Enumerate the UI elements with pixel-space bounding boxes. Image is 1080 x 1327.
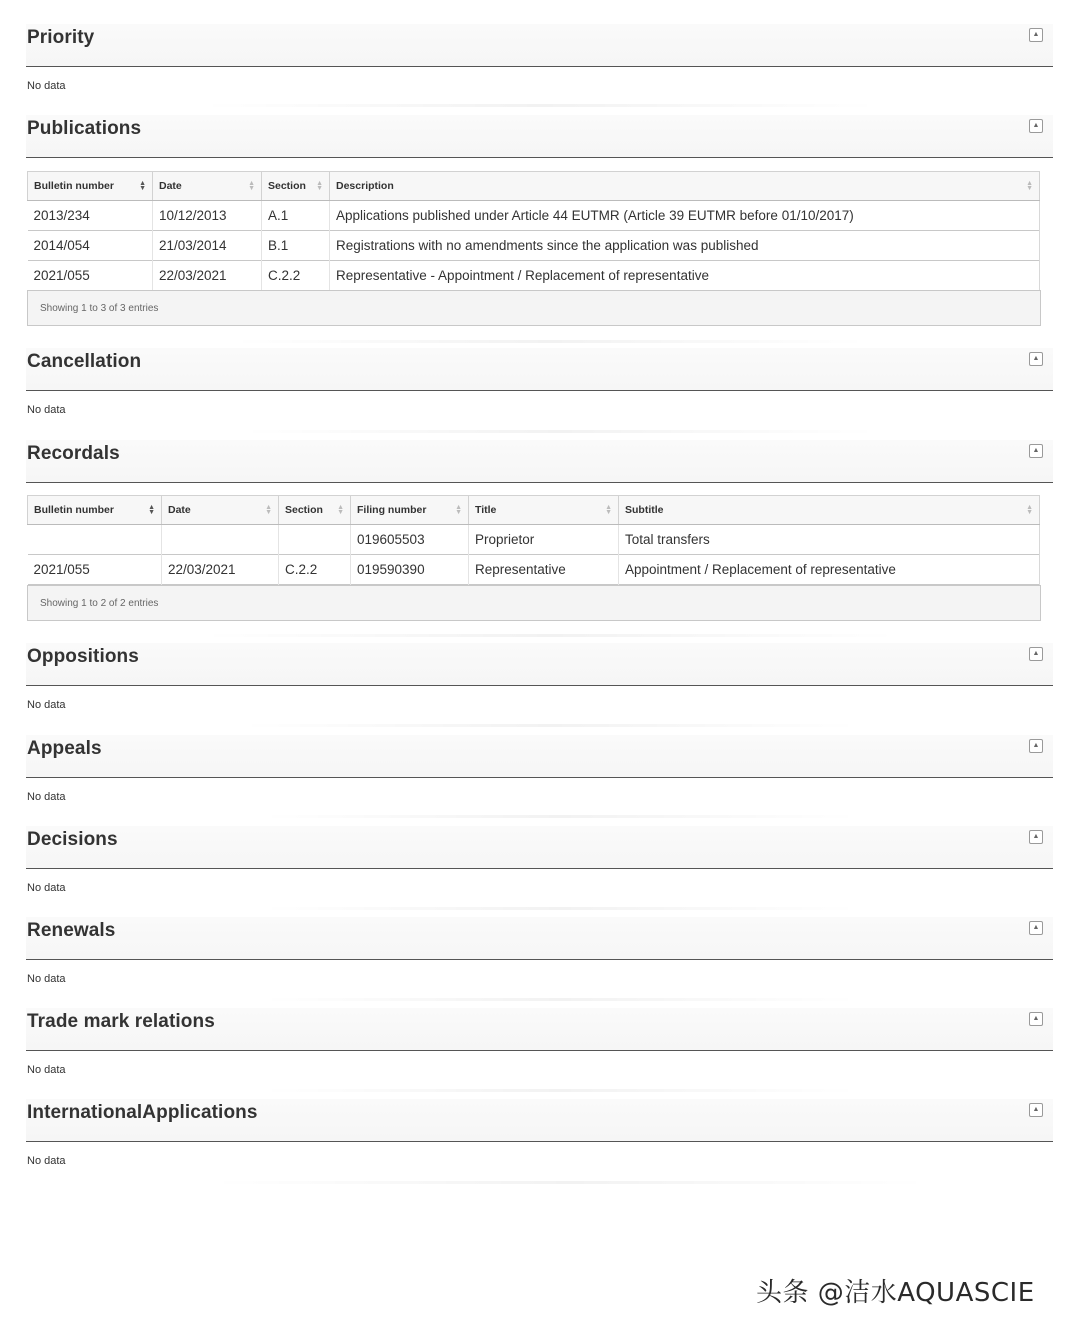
table-info: Showing 1 to 2 of 2 entries — [27, 585, 1041, 621]
sort-icon: ▲ ▼ — [1026, 180, 1033, 192]
divider — [230, 340, 870, 343]
collapse-icon[interactable]: ▲ — [1029, 119, 1043, 133]
divider — [200, 634, 900, 637]
section-oppositions — [26, 643, 1053, 711]
divider — [240, 724, 860, 727]
table-cell — [162, 525, 279, 555]
section-header[interactable] — [26, 440, 1053, 483]
section-trade-mark-relations — [26, 1008, 1053, 1076]
collapse-icon[interactable]: ▲ — [1029, 1012, 1043, 1026]
table-cell: Proprietor — [469, 525, 619, 555]
section-recordals — [26, 440, 1053, 609]
no-data-text: No data — [27, 699, 66, 711]
no-data-text: No data — [27, 973, 66, 985]
table-cell: Representative - Appointment / Replacement of representative — [330, 261, 1040, 291]
divider — [260, 1089, 860, 1092]
collapse-icon[interactable]: ▲ — [1029, 921, 1043, 935]
column-header[interactable] — [469, 496, 619, 525]
divider — [210, 1181, 930, 1184]
column-label: Bulletin number — [34, 180, 114, 192]
section-header[interactable] — [26, 917, 1053, 960]
no-data-text: No data — [27, 791, 66, 803]
section-header[interactable] — [26, 348, 1053, 391]
column-label: Date — [168, 504, 191, 516]
no-data-text: No data — [27, 80, 66, 92]
table-cell: 2013/234 — [33, 208, 90, 223]
section-priority — [26, 24, 1053, 92]
table-row — [28, 555, 1040, 585]
sort-icon: ▲ ▼ — [148, 504, 155, 516]
table-cell: 10/12/2013 — [153, 201, 262, 231]
section-cancellation — [26, 348, 1053, 416]
section-title: Decisions — [27, 829, 118, 850]
column-header[interactable] — [262, 172, 330, 201]
table-cell: 019605503 — [351, 525, 469, 555]
table-cell: Applications published under Article 44 EUTMR (Article 39 EUTMR before 01/10/2017) — [330, 201, 1040, 231]
recordals-table — [27, 495, 1040, 585]
table-cell: 2014/054 — [33, 238, 90, 253]
table-row — [28, 231, 1040, 261]
table-cell: Registrations with no amendments since the application was published — [330, 231, 1040, 261]
section-decisions — [26, 826, 1053, 894]
sort-icon: ▲ ▼ — [455, 504, 462, 516]
section-header[interactable] — [26, 115, 1053, 158]
section-title: Priority — [27, 27, 95, 48]
divider — [240, 430, 880, 433]
table-cell: C.2.2 — [279, 555, 351, 585]
section-header[interactable] — [26, 1099, 1053, 1142]
sort-icon: ▲ ▼ — [248, 180, 255, 192]
section-header[interactable] — [26, 643, 1053, 686]
sort-icon: ▲ ▼ — [316, 180, 323, 192]
sort-icon: ▲ ▼ — [337, 504, 344, 516]
section-title: Publications — [27, 118, 142, 139]
collapse-icon[interactable]: ▲ — [1029, 352, 1043, 366]
column-label: Date — [159, 180, 182, 192]
column-header[interactable] — [330, 172, 1040, 201]
sort-icon: ▲ ▼ — [1026, 504, 1033, 516]
section-title: InternationalApplications — [27, 1102, 258, 1123]
divider — [260, 907, 860, 910]
section-title: Appeals — [27, 738, 102, 759]
publications-table — [27, 171, 1040, 291]
collapse-icon[interactable]: ▲ — [1029, 830, 1043, 844]
sort-icon: ▲ ▼ — [139, 180, 146, 192]
column-header[interactable] — [279, 496, 351, 525]
section-publications — [26, 115, 1053, 314]
table-row — [28, 261, 1040, 291]
section-title: Oppositions — [27, 646, 139, 667]
collapse-icon[interactable]: ▲ — [1029, 444, 1043, 458]
section-title: Renewals — [27, 920, 116, 941]
watermark-text: 头条 @洁水AQUASCIE — [756, 1278, 1035, 1308]
table-cell: A.1 — [262, 201, 330, 231]
section-title: Recordals — [27, 443, 120, 464]
table-row — [28, 525, 1040, 555]
section-renewals — [26, 917, 1053, 985]
column-label: Description — [336, 180, 394, 192]
collapse-icon[interactable]: ▲ — [1029, 647, 1043, 661]
column-label: Filing number — [357, 504, 427, 516]
column-header[interactable] — [153, 172, 262, 201]
collapse-icon[interactable]: ▲ — [1029, 739, 1043, 753]
table-cell: B.1 — [262, 231, 330, 261]
table-cell: Appointment / Replacement of representative — [619, 555, 1040, 585]
table-cell — [28, 525, 162, 555]
no-data-text: No data — [27, 1064, 66, 1076]
no-data-text: No data — [27, 882, 66, 894]
divider — [200, 104, 880, 107]
column-label: Title — [475, 504, 497, 516]
table-cell: C.2.2 — [262, 261, 330, 291]
column-header[interactable] — [28, 496, 162, 525]
no-data-text: No data — [27, 1155, 66, 1167]
table-cell: 2021/055 — [33, 562, 90, 577]
column-label: Subtitle — [625, 504, 664, 516]
sort-icon: ▲ ▼ — [605, 504, 612, 516]
table-cell: Total transfers — [619, 525, 1040, 555]
table-cell: Representative — [469, 555, 619, 585]
section-title: Cancellation — [27, 351, 142, 372]
table-cell: 2021/055 — [33, 268, 90, 283]
divider — [260, 998, 860, 1001]
table-info: Showing 1 to 3 of 3 entries — [27, 290, 1041, 326]
column-label: Section — [285, 504, 323, 516]
collapse-icon[interactable]: ▲ — [1029, 1103, 1043, 1117]
column-label: Bulletin number — [34, 504, 114, 516]
table-cell: 019590390 — [351, 555, 469, 585]
no-data-text: No data — [27, 404, 66, 416]
column-header[interactable] — [351, 496, 469, 525]
sort-icon: ▲ ▼ — [265, 504, 272, 516]
column-label: Section — [268, 180, 306, 192]
column-header[interactable] — [28, 172, 153, 201]
table-cell: 21/03/2014 — [153, 231, 262, 261]
section-header[interactable] — [26, 826, 1053, 869]
section-header[interactable] — [26, 24, 1053, 67]
collapse-icon[interactable]: ▲ — [1029, 28, 1043, 42]
section-header[interactable] — [26, 735, 1053, 778]
section-title: Trade mark relations — [27, 1011, 215, 1032]
section-header[interactable] — [26, 1008, 1053, 1051]
column-header[interactable] — [619, 496, 1040, 525]
section-appeals — [26, 735, 1053, 803]
table-cell: 22/03/2021 — [162, 555, 279, 585]
table-row — [28, 201, 1040, 231]
table-cell: 22/03/2021 — [153, 261, 262, 291]
divider — [260, 815, 860, 818]
section-international-applications — [26, 1099, 1053, 1167]
table-cell — [279, 525, 351, 555]
column-header[interactable] — [162, 496, 279, 525]
